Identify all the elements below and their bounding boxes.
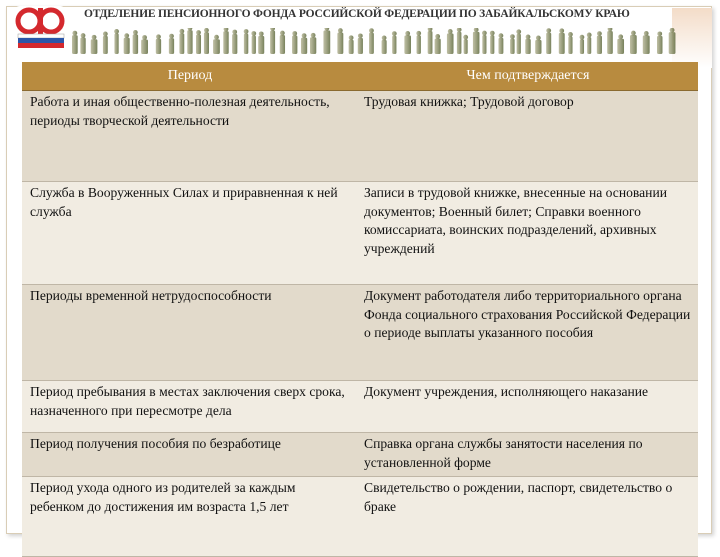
pfr-logo — [12, 4, 70, 54]
table-row — [22, 433, 698, 477]
period-cell: Работа и иная общественно-полезная деятельность, периоды творческой деятельности — [22, 91, 358, 182]
crowd-silhouette-decoration — [68, 28, 680, 54]
table-row — [22, 285, 698, 381]
period-cell: Периоды временной нетрудоспособности — [22, 285, 358, 381]
period-cell: Период получения пособия по безработице — [22, 433, 358, 477]
proof-cell: Свидетельство о рождении, паспорт, свидетельство о браке — [358, 477, 698, 557]
period-cell: Период пребывания в местах заключения сверх срока, назначенного при пересмотре дела — [22, 381, 358, 433]
proof-cell: Документ работодателя либо территориального органа Фонда социального страхования Российской Федерации о периоде выплаты указанного пособия — [358, 285, 698, 381]
column-header-proof: Чем подтверждается — [358, 62, 698, 91]
period-cell: Служба в Вооруженных Силах и приравненная к ней служба — [22, 182, 358, 285]
table-row — [22, 91, 698, 182]
proof-cell: Трудовая книжка; Трудовой договор — [358, 91, 698, 182]
periods-table — [22, 62, 698, 557]
page-title: ОТДЕЛЕНИЕ ПЕНСИОННОГО ФОНДА РОССИЙСКОЙ ФЕДЕРАЦИИ ПО ЗАБАЙКАЛЬСКОМУ КРАЮ — [84, 8, 630, 20]
periods-table-container — [22, 62, 698, 534]
table-row — [22, 477, 698, 557]
period-cell: Период ухода одного из родителей за каждым ребенком до достижения им возраста 1,5 лет — [22, 477, 358, 557]
table-header-row — [22, 62, 698, 91]
proof-cell: Документ учреждения, исполняющего наказание — [358, 381, 698, 433]
column-header-period: Период — [22, 62, 358, 91]
proof-cell: Записи в трудовой книжке, внесенные на основании документов; Военный билет; Справки военного комиссариата, воинских подразделений, архивных учреждений — [358, 182, 698, 285]
table-row — [22, 182, 698, 285]
table-row — [22, 381, 698, 433]
proof-cell: Справка органа службы занятости населения по установленной форме — [358, 433, 698, 477]
